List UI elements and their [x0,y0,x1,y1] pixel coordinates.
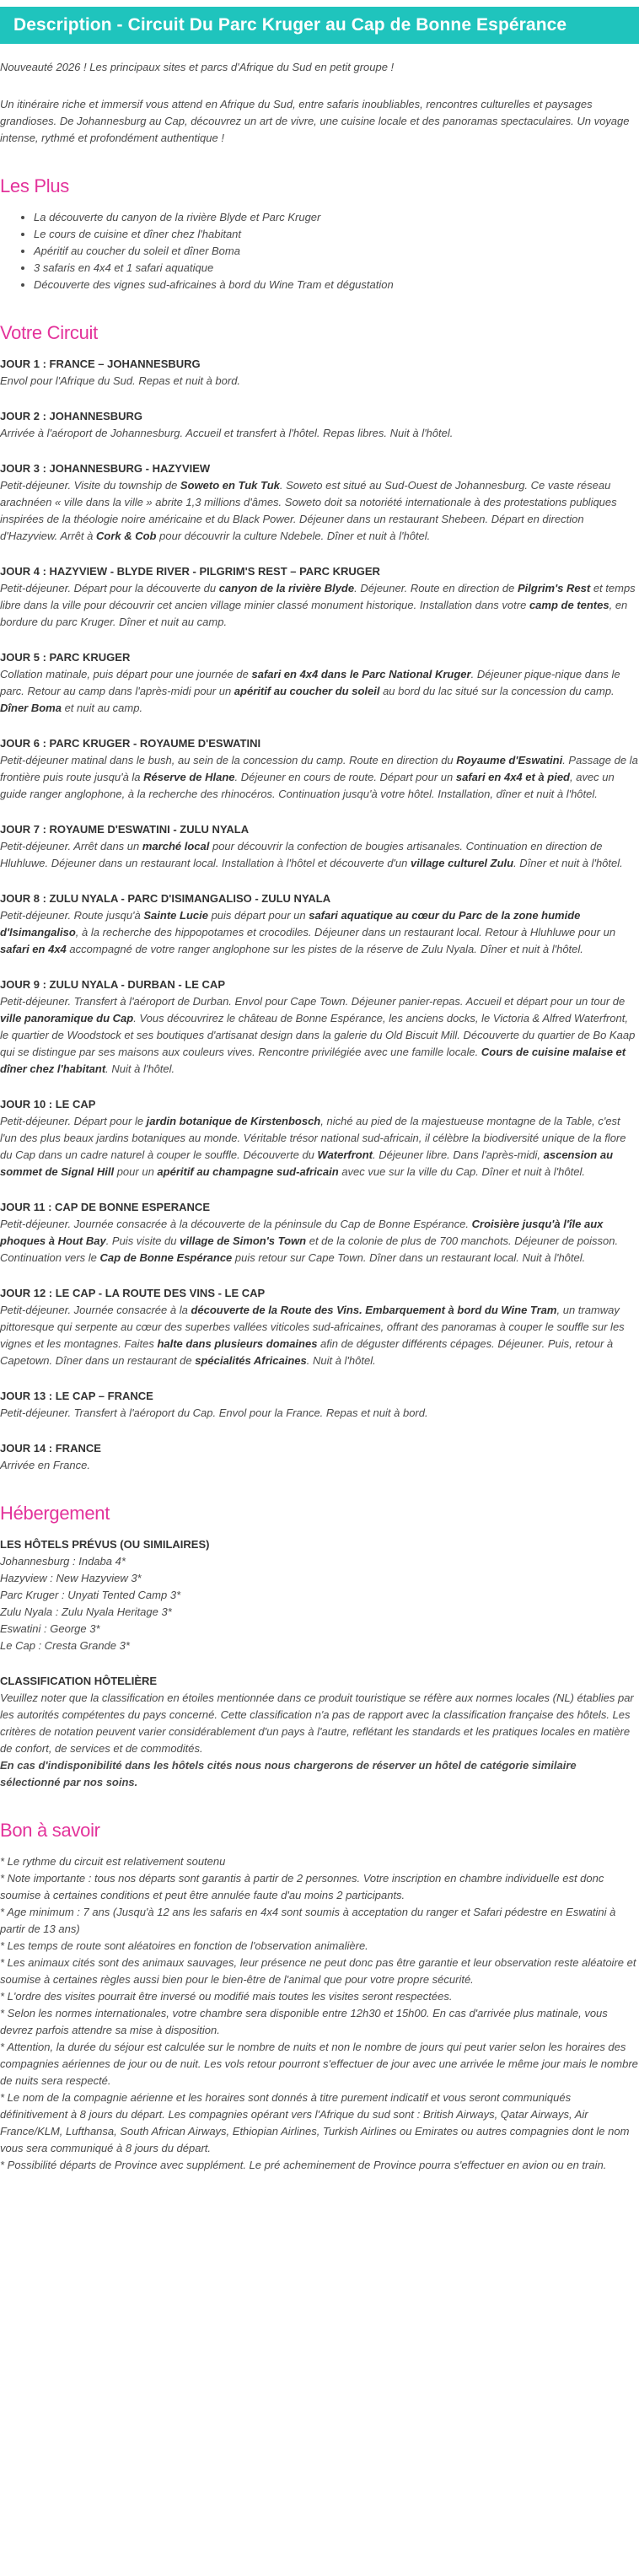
day-title: JOUR 14 : FRANCE [0,1442,101,1455]
day-text-span: . Déjeuner libre. Dans l'après-midi, [373,1148,544,1161]
info-note: * Les temps de route sont aléatoires en fonction de l'observation animalière. [0,1939,368,1952]
info-note: * L'ordre des visites pourrait être inversé ou modifié mais toutes les visites seront respectées. [0,1990,453,2003]
day-highlight: safari aquatique au cœur du Parc de la zone humide d'Isimangaliso [0,909,581,938]
day-highlight: safari en 4x4 et à pied [455,771,570,783]
les-plus-item: • La découverte du canyon de la rivière Blyde et Parc Kruger [34,209,639,226]
itinerary-day [0,890,639,958]
day-text-span: . Vous découvrirez le château de Bonne Espérance, les anciens docks, le Victoria & Alfred Waterfront, le quartier de Woodstock et ses boutiques d'artisanat design dans la galerie du Old Biscuit Mill. Découverte du quartier de Bo Kaap qui se distingue par ses maisons aux couleurs vives. Rencontre privilégiée avec une famille locale. [0,1012,636,1058]
itinerary-days [0,356,639,1474]
day-text-span: Petit-déjeuner. Visite du township de [0,479,180,492]
day-description [0,1302,639,1369]
day-highlight: Dîner Boma [0,702,62,714]
hotel-classification [0,1673,639,1791]
day-description [0,752,639,803]
hotel-item: Parc Kruger : Unyati Tented Camp 3* [0,1589,181,1601]
day-text-span: et nuit au camp. [61,702,143,714]
day-title: JOUR 5 : PARC KRUGER [0,651,131,664]
day-highlight: Croisière jusqu'à l'île aux phoques à Hout Bay [0,1218,604,1247]
day-title: JOUR 2 : JOHANNESBURG [0,410,143,422]
day-text-span: Arrivée en France. [0,1459,90,1471]
day-text-span: Petit-déjeuner. Journée consacrée à la [0,1304,191,1316]
day-highlight: canyon de la rivière Blyde [218,582,355,594]
info-note: * Le rythme du circuit est relativement soutenu [0,1855,226,1868]
intro-tagline: Nouveauté 2026 ! Les principaux sites et parcs d'Afrique du Sud en petit groupe ! [0,61,395,73]
day-title: JOUR 13 : LE CAP – FRANCE [0,1390,153,1402]
day-description [0,1405,639,1422]
info-note: * Les animaux cités sont des animaux sauvages, leur présence ne peut donc pas être garantie et leur observation reste aléatoire et soumise à certaines règles aussi bien pour le bien-être de l'animal que pour votre propre sécurité. [0,1956,636,1986]
day-text-span: Petit-déjeuner. Départ pour la découverte du [0,582,219,594]
day-highlight: Soweto en Tuk Tuk [180,479,280,492]
day-highlight: Cork & Cob [96,530,157,542]
classification-heading: CLASSIFICATION HÔTELIÈRE [0,1675,158,1687]
day-highlight: apéritif au coucher du soleil [234,685,380,697]
day-title: JOUR 1 : FRANCE – JOHANNESBURG [0,358,201,370]
les-plus-item: • 3 safaris en 4x4 et 1 safari aquatique [34,260,639,277]
day-text-span: . Déjeuner pique-nique dans le parc. Retour au camp dans l'après-midi pour un [0,668,620,697]
day-text-span: Petit-déjeuner. Arrêt dans un [0,840,142,852]
itinerary-day [0,563,639,631]
day-highlight: Réserve de Hlane [143,771,235,783]
day-highlight: apéritif au champagne sud-africain [157,1165,339,1178]
day-highlight: safari en 4x4 dans le Parc National Kruger [251,668,471,680]
day-highlight: ascension au sommet de Signal Hill [0,1148,614,1178]
day-text-span: Petit-déjeuner. Transfert à l'aéroport de Durban. Envol pour Cape Town. Déjeuner panier-repas. Accueil et départ pour un tour de [0,995,626,1008]
day-highlight: Cap de Bonne Espérance [99,1251,233,1264]
hotel-item: Johannesburg : Indaba 4* [0,1555,126,1568]
info-note: * Attention, la durée du séjour est calculée sur le nombre de nuits et non le nombre de jours qui peut varier selon les horaires des compagnies aériennes de jour ou de nuit. Les vols retour pourront s'effectuer de jour avec une arrivée le même jour mais le nombre de nuits sera respecté. [0,2041,638,2087]
classification-text: Veuillez noter que la classification en étoiles mentionnée dans ce produit touristique se réfère aux normes locales (NL) établies par les autorités compétentes du pays concerné. Cette classification n'a pas de rapport avec la classification française des hôtels. Les critères de notation peuvent varier considérablement d'un pays à l'autre, reflétant les standards et les pratiques locales en matière de confort, de services et de commodités. [0,1691,634,1755]
description-banner [0,7,639,44]
day-highlight: Waterfront [317,1148,373,1161]
day-text-span: Arrivée à l'aéroport de Johannesburg. Accueil et transfert à l'hôtel. Repas libres. Nuit à l'hôtel. [0,427,454,439]
itinerary-day [0,460,639,545]
day-text-span: et de la colonie de plus de 700 manchots. Déjeuner de poisson. Continuation vers le [0,1234,619,1264]
day-highlight: halte dans plusieurs domaines [157,1337,318,1350]
day-description [0,580,639,631]
day-text-span: . Nuit à l'hôtel. [306,1354,376,1367]
day-description [0,666,639,717]
info-note: * Selon les normes internationales, votre chambre sera disponible entre 12h30 et 15h00. En cas d'arrivée plus matinale, vous devrez parfois attendre sa mise à disposition. [0,2007,608,2036]
section-heading-hebergement: Hébergement [0,1503,110,1524]
day-highlight: spécialités Africaines [195,1354,307,1367]
itinerary-day [0,821,639,872]
day-description [0,993,639,1078]
day-description [0,477,639,545]
info-note: * Le nom de la compagnie aérienne et les horaires sont donnés à titre purement indicatif et vous seront communiqués définitivement à 8 jours du départ. Les compagnies opérant vers l'Afrique du sud sont : British Airways, Qatar Airways, Air France/KLM, Lufthansa, South African Airways, Ethiopian Airlines, Turkish Airlines ou Emirates ou autres compagnies dont le nom vous sera communiqué à 8 jours du départ. [0,2091,630,2154]
day-text-span: . Puis visite du [105,1234,180,1247]
day-text-span: Envol pour l'Afrique du Sud. Repas et nuit à bord. [0,374,241,387]
info-note: * Possibilité départs de Province avec supplément. Le pré acheminement de Province pourra s'effectuer en avion ou en train. [0,2159,607,2171]
les-plus-list [0,209,639,293]
main-content [0,59,639,2174]
day-description [0,1457,639,1474]
day-text-span: afin de déguster différents cépages. Déjeuner. Puis, retour à Capetown. Dîner dans un restaurant de [0,1337,614,1367]
day-text-span: . Nuit à l'hôtel. [105,1062,175,1075]
day-text-span: puis retour sur Cape Town. Dîner dans un restaurant local. Nuit à l'hôtel. [232,1251,586,1264]
hotel-item: Zulu Nyala : Zulu Nyala Heritage 3* [0,1605,172,1618]
day-text-span: puis départ pour un [207,909,309,922]
itinerary-day [0,1440,639,1474]
day-description [0,373,639,390]
itinerary-day [0,649,639,717]
bon-a-savoir-notes [0,1853,639,2174]
itinerary-day [0,1199,639,1266]
day-title: JOUR 8 : ZULU NYALA - PARC D'ISIMANGALISO - ZULU NYALA [0,892,331,905]
day-highlight: Pilgrim's Rest [518,582,591,594]
day-text-span: au bord du lac situé sur la concession du camp. [379,685,615,697]
day-title: JOUR 4 : HAZYVIEW - BLYDE RIVER - PILGRIM'S REST – PARC KRUGER [0,565,380,578]
day-highlight: village culturel Zulu [411,857,514,869]
itinerary-day [0,1096,639,1180]
day-text-span: Petit-déjeuner. Journée consacrée à la découverte de la péninsule du Cap de Bonne Espérance. [0,1218,472,1230]
hotels-list [0,1553,639,1654]
day-text-span: Petit-déjeuner matinal dans le bush, au sein de la concession du camp. Route en direction du [0,754,457,766]
day-text-span: . Soweto est situé au Sud-Ouest de Johannesburg. Ce vaste réseau arachnéen « ville dans la ville » abrite 1,3 millions d'âmes. Soweto doit sa notoriété internationale à des protestations publiques inspirées de la théologie noire américaine et du Black Power. Déjeuner dans un restaurant Shebeen. Départ en direction d'Hazyview. Arrêt à [0,479,617,542]
day-highlight: Cours de cuisine malaise et dîner chez l'habitant [0,1046,626,1075]
hotel-item: Eswatini : George 3* [0,1622,100,1635]
day-text-span: , en bordure du parc Kruger. Dîner et nuit au camp. [0,599,628,628]
day-text-span: avec vue sur la ville du Cap. Dîner et nuit à l'hôtel. [338,1165,585,1178]
day-title: JOUR 3 : JOHANNESBURG - HAZYVIEW [0,462,211,475]
day-text-span: , à la recherche des hippopotames et crocodiles. Déjeuner dans un restaurant local. Retour à Hluhluwe pour un [75,926,616,938]
day-title: JOUR 11 : CAP DE BONNE ESPERANCE [0,1201,210,1213]
day-title: JOUR 7 : ROYAUME D'ESWATINI - ZULU NYALA [0,823,250,836]
day-text-span: pour découvrir la confection de bougies artisanales. Continuation en direction de Hluhluwe. Déjeuner dans un restaurant local. Installation à l'hôtel et découverte d'un [0,840,603,869]
day-highlight: camp de tentes [529,599,609,611]
page-title: Description - Circuit Du Parc Kruger au Cap de Bonne Espérance [13,15,567,35]
day-highlight: Royaume d'Eswatini [456,754,563,766]
day-text-span: . Passage de la frontière puis route jusqu'à la [0,754,638,783]
day-title: JOUR 9 : ZULU NYALA - DURBAN - LE CAP [0,978,225,991]
hotel-item: Le Cap : Cresta Grande 3* [0,1639,130,1652]
section-heading-bon-a-savoir: Bon à savoir [0,1820,100,1841]
classification-availability-note: En cas d'indisponibilité dans les hôtels cités nous nous chargerons de réserver un hôtel de catégorie similaire sélectionné par nos soins. [0,1759,577,1788]
les-plus-item: • Le cours de cuisine et dîner chez l'habitant [34,226,639,243]
day-text-span: accompagné de votre ranger anglophone sur les pistes de la réserve de Zulu Nyala. Dîner et nuit à l'hôtel. [66,943,583,955]
day-text-span: Collation matinale, puis départ pour une journée de [0,668,252,680]
day-title: JOUR 12 : LE CAP - LA ROUTE DES VINS - LE CAP [0,1287,266,1299]
day-title: JOUR 10 : LE CAP [0,1098,96,1111]
itinerary-day [0,976,639,1078]
day-text-span: , avec un guide ranger anglophone, à la recherche des rhinocéros. Continuation jusqu'à votre hôtel. Installation, dîner et nuit à l'hôtel. [0,771,615,800]
day-description [0,1113,639,1180]
itinerary-day [0,735,639,803]
hotel-item: Hazyview : New Hazyview 3* [0,1572,142,1584]
day-text-span: pour un [114,1165,158,1178]
day-highlight: Sainte Lucie [143,909,208,922]
day-text-span: . Déjeuner en cours de route. Départ pour un [234,771,456,783]
itinerary-day [0,1285,639,1369]
day-text-span: Petit-déjeuner. Route jusqu'à [0,909,144,922]
day-description [0,838,639,872]
day-highlight: découverte de la Route des Vins. Embarquement à bord du Wine Tram [191,1304,557,1316]
day-title: JOUR 6 : PARC KRUGER - ROYAUME D'ESWATINI [0,737,261,750]
day-text-span: , niché au pied de la majestueuse montagne de la Table, c'est l'un des plus beaux jardins botaniques au monde. Véritable trésor national sud-africain, il célèbre la biodiversité unique de la flore du Cap dans un cadre naturel à couper le souffle. Découverte du [0,1115,626,1161]
section-heading-votre-circuit: Votre Circuit [0,322,98,343]
day-highlight: ville panoramique du Cap [0,1012,134,1024]
day-description [0,425,639,442]
day-text-span: Petit-déjeuner. Départ pour le [0,1115,147,1127]
day-highlight: village de Simon's Town [180,1234,307,1247]
info-note: * Age minimum : 7 ans (Jusqu'à 12 ans les safaris en 4x4 sont soumis à acceptation du ranger et Safari pédestre en Eswatini à partir de 13 ans) [0,1906,616,1935]
info-note: * Note importante : tous nos départs sont garantis à partir de 2 personnes. Votre inscription en chambre individuelle est donc soumise à certaines conditions et peut être annulée faute d'au moins 2 participants. [0,1872,604,1901]
itinerary-day [0,356,639,390]
day-highlight: marché local [142,840,210,852]
day-highlight: safari en 4x4 [0,943,67,955]
day-highlight: jardin botanique de Kirstenbosch [146,1115,321,1127]
day-text-span: et temps libre dans la ville pour découvrir cet ancien village minier classé monument historique. Installation dans votre [0,582,636,611]
intro-paragraph: Un itinéraire riche et immersif vous attend en Afrique du Sud, entre safaris inoubliables, rencontres culturelles et paysages grandioses. De Johannesburg au Cap, découvrez un art de vivre, une cuisine locale et des panoramas spectaculaires. Un voyage intense, rythmé et profondément authentique ! [0,98,630,144]
day-text-span: . Dîner et nuit à l'hôtel. [513,857,623,869]
section-heading-les-plus: Les Plus [0,175,69,196]
itinerary-day [0,1388,639,1422]
day-text-span: pour découvrir la culture Ndebele. Dîner et nuit à l'hôtel. [156,530,431,542]
day-text-span: Petit-déjeuner. Transfert à l'aéroport du Cap. Envol pour la France. Repas et nuit à bord. [0,1406,428,1419]
les-plus-item: • Découverte des vignes sud-africaines à bord du Wine Tram et dégustation [34,277,639,293]
day-text-span: . Déjeuner. Route en direction de [354,582,518,594]
les-plus-item: • Apéritif au coucher du soleil et dîner Boma [34,243,639,260]
day-description [0,1216,639,1266]
page [0,7,639,2191]
day-description [0,907,639,958]
day-text-span: , un tramway pittoresque qui serpente au cœur des superbes vallées viticoles sud-africaines, offrant des panoramas à couper le souffle sur les vignes et les montagnes. Faites [0,1304,625,1350]
itinerary-day [0,408,639,442]
hotels-heading: LES HÔTELS PRÉVUS (OU SIMILAIRES) [0,1538,210,1551]
